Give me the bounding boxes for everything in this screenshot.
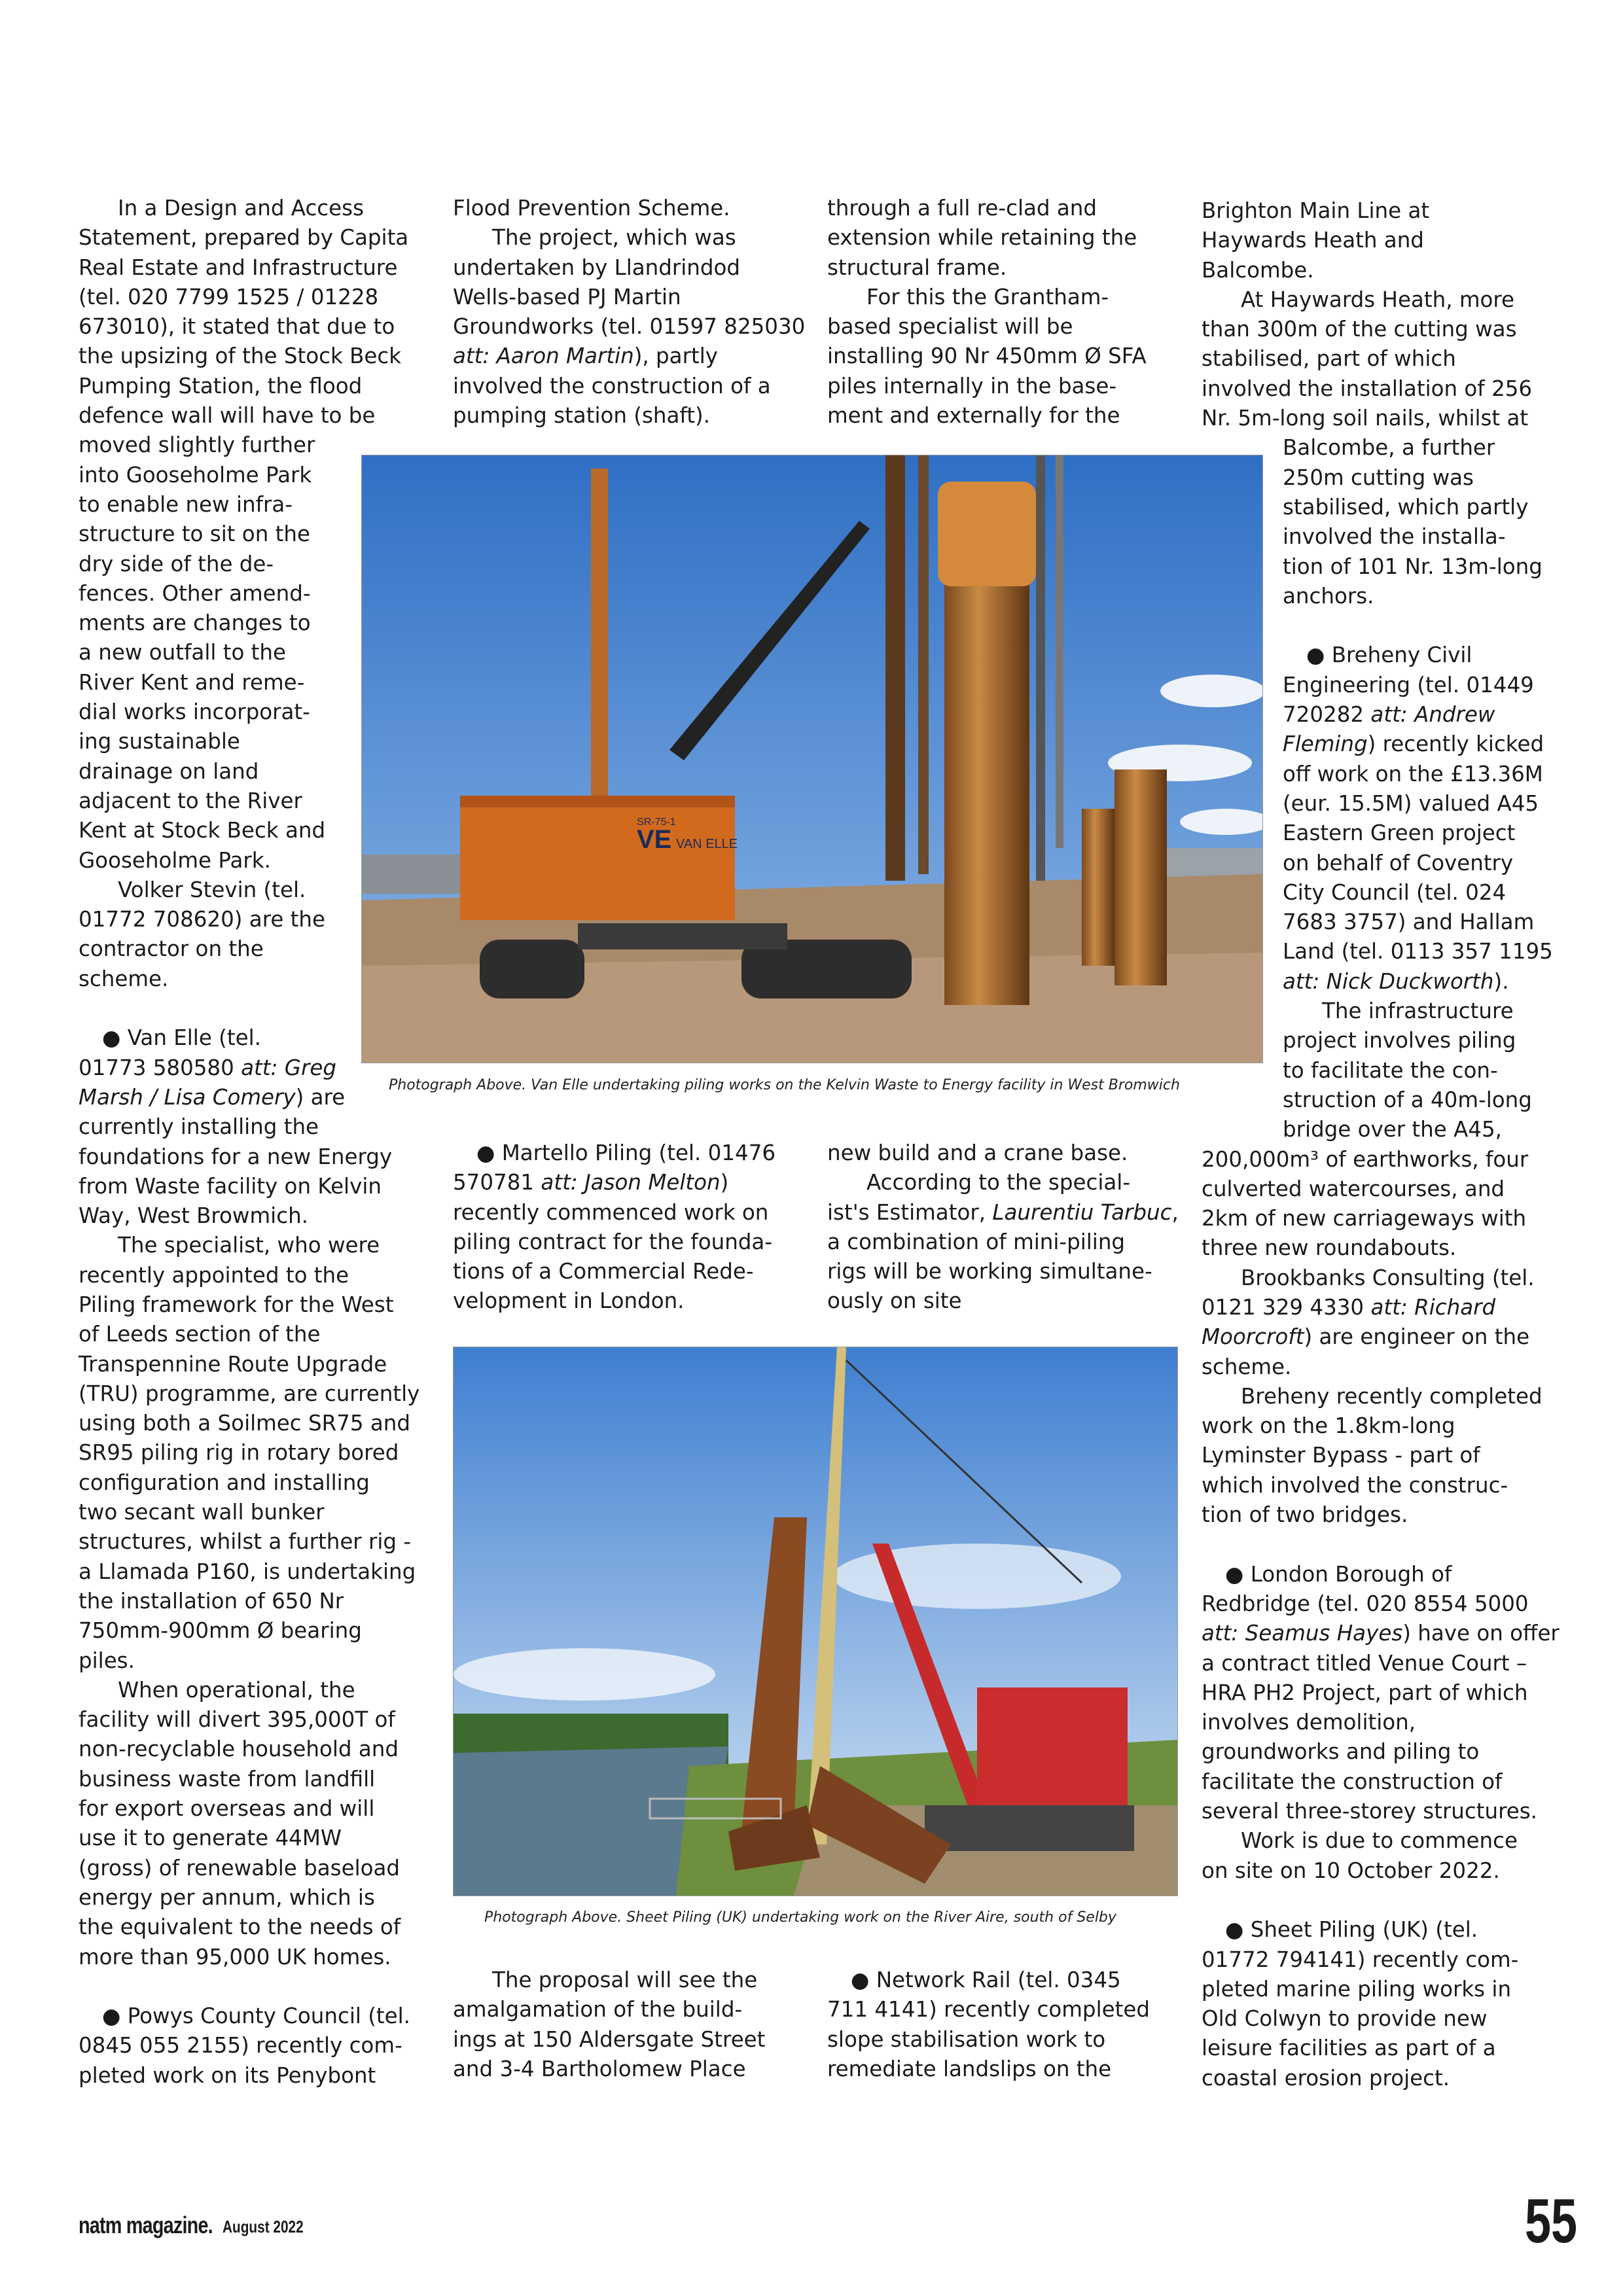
text-line: att: Aaron Martin), partly bbox=[453, 344, 718, 369]
text-line: att: Nick Duckworth). bbox=[1283, 968, 1509, 994]
text-line: For this the Grantham- bbox=[866, 284, 1109, 309]
text-line: In a Design and Access bbox=[118, 196, 365, 221]
text-line: drainage on land bbox=[79, 758, 259, 784]
text-line: Way, West Browmich. bbox=[79, 1203, 308, 1229]
text-line: amalgamation of the build- bbox=[453, 1997, 743, 2022]
text-line: dial works incorporat- bbox=[79, 699, 310, 725]
text-line: Nr. 5m-long soil nails, whilst at bbox=[1202, 406, 1529, 431]
text-line: new build and a crane base. bbox=[827, 1140, 1128, 1165]
text-line: of Leeds section of the bbox=[79, 1322, 321, 1347]
text-line: a new outfall to the bbox=[79, 640, 287, 665]
text-line: Old Colwyn to provide new bbox=[1202, 2006, 1488, 2032]
text-line: ist's Estimator, Laurentiu Tarbuc, bbox=[827, 1199, 1179, 1225]
column-2-top-text bbox=[453, 194, 805, 431]
text-line: Pumping Station, the flood bbox=[79, 373, 363, 398]
text-line: ● Breheny Civil bbox=[1306, 643, 1472, 668]
text-line: Moorcroft) are engineer on the bbox=[1202, 1324, 1530, 1350]
photo-van-elle-piling-rig bbox=[361, 455, 1263, 1063]
text-line: scheme. bbox=[1202, 1354, 1292, 1379]
text-line: configuration and installing bbox=[79, 1470, 370, 1495]
text-line: 673010), it stated that due to bbox=[79, 314, 395, 340]
text-line bbox=[1202, 1886, 1560, 1915]
text-line: ment and externally for the bbox=[827, 403, 1120, 429]
text-line: non-recyclable household and bbox=[79, 1737, 399, 1762]
text-line: At Haywards Heath, more bbox=[1241, 287, 1515, 312]
text-line bbox=[79, 1972, 419, 2002]
text-line: piling contract for the founda- bbox=[453, 1229, 773, 1254]
text-line: the upsizing of the Stock Beck bbox=[79, 344, 402, 369]
text-line: three new roundabouts. bbox=[1202, 1235, 1457, 1261]
issue-date: August 2022 bbox=[223, 2217, 304, 2236]
text-line: energy per annum, which is bbox=[79, 1884, 375, 1910]
text-line: 2km of new carriageways with bbox=[1202, 1206, 1527, 1231]
text-line: (tel. 020 7799 1525 / 01228 bbox=[79, 284, 379, 309]
text-line: (TRU) programme, are currently bbox=[79, 1381, 420, 1406]
text-line: pumping station (shaft). bbox=[453, 403, 711, 429]
text-line: Kent at Stock Beck and bbox=[79, 818, 326, 843]
text-line: The project, which was bbox=[492, 225, 736, 251]
text-line: coastal erosion project. bbox=[1202, 2065, 1450, 2091]
text-line: tions of a Commercial Rede- bbox=[453, 1259, 754, 1284]
text-line: 0845 055 2155) recently com- bbox=[79, 2033, 402, 2058]
photo-sheet-piling-crane bbox=[453, 1347, 1178, 1896]
text-line: the installation of 650 Nr bbox=[79, 1588, 344, 1614]
text-line: HRA PH2 Project, part of which bbox=[1202, 1680, 1528, 1705]
text-line: recently commenced work on bbox=[453, 1199, 769, 1225]
text-line: 0121 329 4330 att: Richard bbox=[1202, 1294, 1496, 1320]
text-line: leisure facilities as part of a bbox=[1202, 2036, 1496, 2061]
piling-rig-illustration bbox=[362, 455, 1262, 1063]
text-line bbox=[1202, 1530, 1560, 1559]
text-line: Gooseholme Park. bbox=[79, 847, 271, 873]
text-line: (eur. 15.5M) valued A45 bbox=[1283, 790, 1539, 816]
text-line: which involved the construc- bbox=[1202, 1472, 1508, 1498]
text-line: groundworks and piling to bbox=[1202, 1739, 1480, 1765]
page-number: 55 bbox=[1525, 2186, 1578, 2256]
text-line: Redbridge (tel. 020 8554 5000 bbox=[1202, 1591, 1529, 1616]
text-line: Flood Prevention Scheme. bbox=[453, 196, 730, 221]
text-line: 200,000m³ of earthworks, four bbox=[1202, 1146, 1529, 1172]
text-line: adjacent to the River bbox=[79, 788, 302, 813]
text-line: two secant wall bunker bbox=[79, 1500, 325, 1525]
text-line: on behalf of Coventry bbox=[1283, 850, 1514, 875]
text-line: installing 90 Nr 450mm Ø SFA bbox=[827, 344, 1147, 369]
text-line: The specialist, who were bbox=[118, 1233, 380, 1258]
text-line: 711 4141) recently completed bbox=[827, 1997, 1150, 2022]
text-line: structures, whilst a further rig - bbox=[79, 1529, 412, 1555]
text-line: undertaken by Llandrindod bbox=[453, 255, 741, 280]
text-line: Land (tel. 0113 357 1195 bbox=[1283, 939, 1553, 964]
text-line: tion of 101 Nr. 13m-long bbox=[1283, 554, 1543, 579]
text-line: velopment in London. bbox=[453, 1288, 685, 1314]
text-line: business waste from landfill bbox=[79, 1766, 376, 1792]
text-line: a Llamada P160, is undertaking bbox=[79, 1559, 416, 1584]
text-line: fences. Other amend- bbox=[79, 580, 311, 606]
text-line: stabilised, which partly bbox=[1283, 494, 1529, 520]
text-line: dry side of the de- bbox=[79, 551, 274, 576]
text-line: Balcombe. bbox=[1202, 257, 1314, 283]
text-line: ously on site bbox=[827, 1288, 962, 1314]
text-line: scheme. bbox=[79, 966, 169, 991]
text-line: slope stabilisation work to bbox=[827, 2026, 1106, 2052]
column-3-top-text bbox=[827, 194, 1147, 431]
column-2-middle-text bbox=[453, 1139, 776, 1316]
text-line: defence wall will have to be bbox=[79, 403, 376, 429]
text-line: project involves piling bbox=[1283, 1028, 1516, 1053]
text-line: Marsh / Lisa Comery) are bbox=[79, 1084, 346, 1110]
text-line: involved the installation of 256 bbox=[1202, 376, 1533, 401]
text-line: foundations for a new Energy bbox=[79, 1144, 393, 1169]
text-line: Brookbanks Consulting (tel. bbox=[1241, 1265, 1535, 1290]
rig-label: SR-75-1 bbox=[637, 817, 676, 828]
text-line: Real Estate and Infrastructure bbox=[79, 255, 398, 280]
text-line: use it to generate 44MW bbox=[79, 1826, 342, 1851]
text-line: Fleming) recently kicked bbox=[1283, 732, 1544, 757]
text-line: Engineering (tel. 01449 bbox=[1283, 672, 1534, 698]
text-line: a combination of mini-piling bbox=[827, 1229, 1126, 1254]
column-3-middle-text bbox=[827, 1139, 1179, 1316]
text-line: Wells-based PJ Martin bbox=[453, 284, 681, 309]
text-line: 7683 3757) and Hallam bbox=[1283, 910, 1535, 935]
text-line: piles. bbox=[79, 1648, 135, 1673]
text-line: piles internally in the base- bbox=[827, 373, 1117, 398]
text-line: Brighton Main Line at bbox=[1202, 198, 1430, 223]
text-line: River Kent and reme- bbox=[79, 669, 305, 695]
text-line: Balcombe, a further bbox=[1283, 435, 1495, 461]
text-line: ● Sheet Piling (UK) (tel. bbox=[1225, 1917, 1478, 1943]
text-line: stabilised, part of which bbox=[1202, 346, 1456, 372]
text-line: Transpennine Route Upgrade bbox=[79, 1351, 387, 1377]
text-line: ● Van Elle (tel. bbox=[102, 1025, 261, 1051]
text-line: Work is due to commence bbox=[1241, 1828, 1518, 1854]
text-line: 01772 794141) recently com- bbox=[1202, 1947, 1519, 1972]
text-line: for export overseas and will bbox=[79, 1796, 375, 1822]
text-line: culverted watercourses, and bbox=[1202, 1176, 1505, 1201]
text-line: moved slightly further bbox=[79, 433, 315, 458]
text-line: involves demolition, bbox=[1202, 1710, 1416, 1735]
text-line: ing sustainable bbox=[79, 729, 240, 754]
text-line: ● Network Rail (tel. 0345 bbox=[851, 1968, 1121, 1992]
text-line: ● Powys County Council (tel. bbox=[102, 2004, 410, 2029]
text-line: ● London Borough of bbox=[1225, 1561, 1452, 1587]
text-line: The proposal will see the bbox=[492, 1968, 758, 1992]
text-line: facilitate the construction of bbox=[1202, 1769, 1503, 1794]
text-line: Lyminster Bypass - part of bbox=[1202, 1443, 1480, 1468]
text-line: SR95 piling rig in rotary bored bbox=[79, 1440, 399, 1466]
text-line: than 300m of the cutting was bbox=[1202, 317, 1517, 342]
text-line: 570781 att: Jason Melton) bbox=[453, 1170, 729, 1195]
text-line: Volker Stevin (tel. bbox=[118, 877, 306, 902]
text-line: on site on 10 October 2022. bbox=[1202, 1858, 1500, 1883]
text-line: 01773 580580 att: Greg bbox=[79, 1055, 336, 1080]
text-line: 720282 att: Andrew bbox=[1283, 702, 1495, 728]
text-line: anchors. bbox=[1283, 583, 1374, 609]
text-line: more than 95,000 UK homes. bbox=[79, 1944, 391, 1969]
text-line: extension while retaining the bbox=[827, 225, 1137, 251]
text-line: the equivalent to the needs of bbox=[79, 1915, 401, 1940]
text-line: to facilitate the con- bbox=[1283, 1057, 1498, 1083]
text-line: facility will divert 395,000T of bbox=[79, 1707, 395, 1733]
crane-illustration bbox=[454, 1347, 1177, 1896]
van-elle-brand-text: VAN ELLE bbox=[676, 837, 738, 851]
van-elle-logo: VE bbox=[637, 825, 672, 854]
text-line: based specialist will be bbox=[827, 314, 1073, 340]
text-line: through a full re-clad and bbox=[827, 196, 1097, 221]
text-line: work on the 1.8km-long bbox=[1202, 1413, 1455, 1439]
text-line: According to the special- bbox=[866, 1170, 1131, 1195]
text-line: (gross) of renewable baseload bbox=[79, 1855, 401, 1881]
text-line: att: Seamus Hayes) have on offer bbox=[1202, 1621, 1560, 1646]
text-line: Haywards Heath and bbox=[1202, 228, 1424, 253]
text-line: bridge over the A45, bbox=[1283, 1117, 1502, 1142]
text-line: 750mm-900mm Ø bearing bbox=[79, 1618, 362, 1644]
text-line: Eastern Green project bbox=[1283, 821, 1516, 846]
text-line: The infrastructure bbox=[1322, 998, 1514, 1024]
text-line: rigs will be working simultane- bbox=[827, 1259, 1152, 1284]
text-line: structural frame. bbox=[827, 255, 1007, 280]
text-line: pleted marine piling works in bbox=[1202, 1976, 1512, 2002]
text-line: ● Martello Piling (tel. 01476 bbox=[476, 1140, 776, 1165]
text-line: Statement, prepared by Capita bbox=[79, 225, 409, 251]
text-line: into Gooseholme Park bbox=[79, 462, 312, 487]
magazine-name: natm magazine. bbox=[79, 2212, 213, 2238]
text-line: contractor on the bbox=[79, 936, 264, 962]
text-line: City Council (tel. 024 bbox=[1283, 879, 1507, 905]
text-line: ings at 150 Aldersgate Street bbox=[453, 2026, 766, 2052]
photo-1-caption: Photograph Above. Van Elle undertaking piling works on the Kelvin Waste to Energy facility in West Bromwich bbox=[389, 1077, 1180, 1093]
text-line: Groundworks (tel. 01597 825030 bbox=[453, 314, 806, 340]
text-line: from Waste facility on Kelvin bbox=[79, 1173, 382, 1199]
column-2-bottom-text bbox=[453, 1966, 765, 2084]
text-line: pleted work on its Penybont bbox=[79, 2062, 376, 2088]
text-line: involved the construction of a bbox=[453, 373, 771, 398]
text-line: remediate landslips on the bbox=[827, 2056, 1112, 2081]
photo-2-caption: Photograph Above. Sheet Piling (UK) undertaking work on the River Aire, south of Selby bbox=[484, 1909, 1116, 1926]
text-line: off work on the £13.36M bbox=[1283, 761, 1543, 786]
text-line: involved the installa- bbox=[1283, 524, 1506, 550]
text-line: a contract titled Venue Court – bbox=[1202, 1650, 1527, 1676]
text-line: recently appointed to the bbox=[79, 1262, 349, 1288]
text-line: to enable new infra- bbox=[79, 491, 293, 517]
column-3-bottom-text bbox=[827, 1966, 1150, 2084]
text-line: struction of a 40m-long bbox=[1283, 1087, 1532, 1112]
text-line: currently installing the bbox=[79, 1114, 319, 1140]
text-line: Breheny recently completed bbox=[1241, 1383, 1543, 1409]
text-line: structure to sit on the bbox=[79, 521, 310, 547]
text-line: 250m cutting was bbox=[1283, 465, 1474, 490]
text-line: When operational, the bbox=[118, 1677, 355, 1703]
text-line: Piling framework for the West bbox=[79, 1292, 394, 1317]
text-line: several three-storey structures. bbox=[1202, 1799, 1538, 1824]
text-line: using both a Soilmec SR75 and bbox=[79, 1411, 411, 1436]
text-line: tion of two bridges. bbox=[1202, 1502, 1408, 1528]
text-line: and 3-4 Bartholomew Place bbox=[453, 2056, 746, 2081]
text-line: 01772 708620) are the bbox=[79, 907, 326, 932]
text-line: ments are changes to bbox=[79, 610, 311, 636]
